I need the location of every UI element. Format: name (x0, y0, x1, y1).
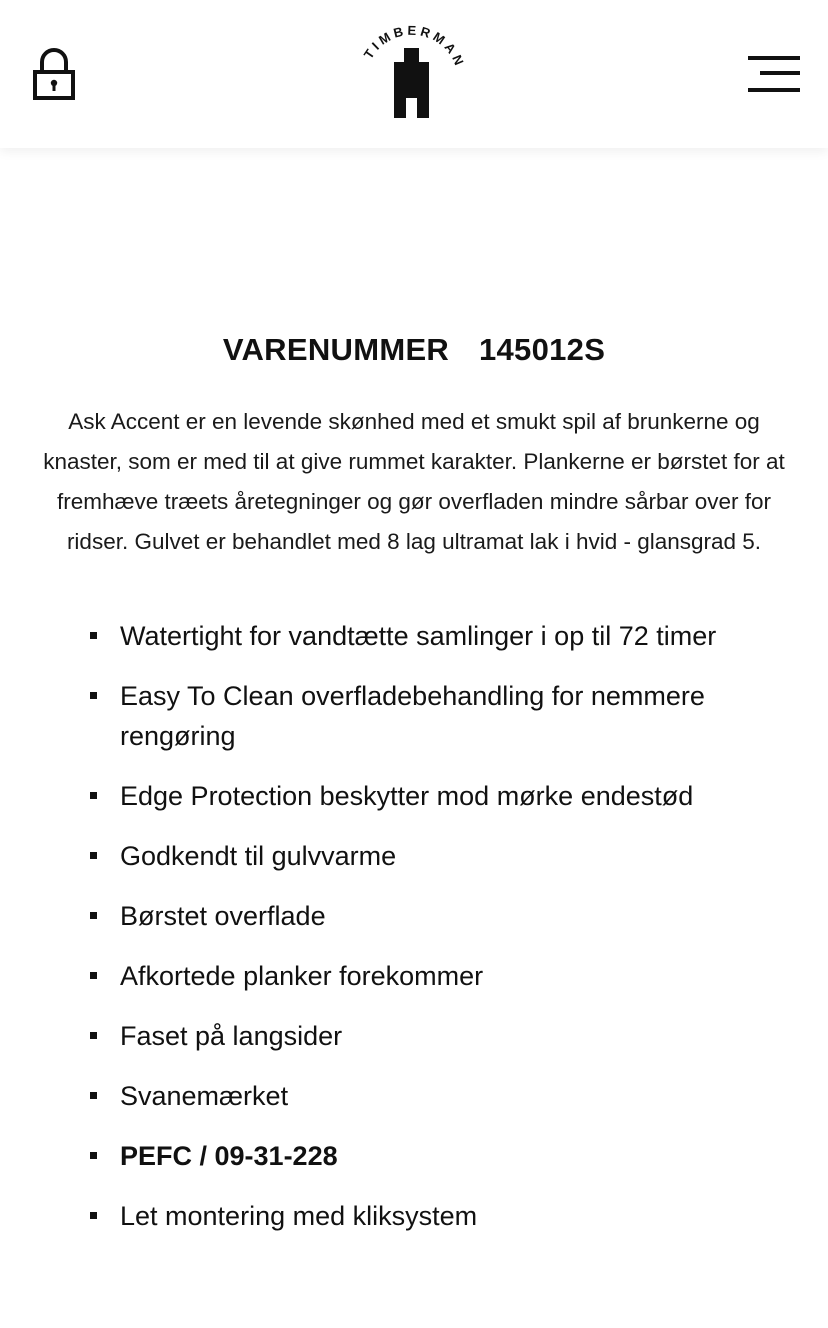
feature-item (90, 1136, 790, 1176)
bullet-icon (90, 1152, 97, 1159)
feature-text: Afkortede planker forekommer (120, 961, 484, 991)
lock-button[interactable] (30, 46, 78, 102)
lock-icon (30, 46, 78, 102)
feature-text: Faset på langsider (120, 1021, 343, 1051)
feature-text: Let montering med kliksystem (120, 1201, 478, 1231)
bullet-icon (90, 972, 97, 979)
timberman-logo-mark (357, 18, 467, 122)
feature-text: Watertight for vandtætte samlinger i op til 72 timer (120, 621, 717, 651)
feature-text: Børstet overflade (120, 901, 326, 931)
bullet-icon (90, 912, 97, 919)
bullet-icon (90, 1032, 97, 1039)
feature-text: Svanemærket (120, 1081, 289, 1111)
feature-list (90, 616, 790, 1256)
feature-item (90, 1076, 790, 1116)
bullet-icon (90, 632, 97, 639)
feature-item (90, 616, 790, 656)
feature-item (90, 1016, 790, 1056)
menu-button[interactable] (746, 54, 800, 94)
site-header (0, 0, 828, 148)
product-description: Ask Accent er en levende skønhed med et smukt spil af brunkerne og knaster, som er med til at give rummet karakter. Plankerne er børstet for at fremhæve træets åretegninger og gør overfladen mindre sårbar over for ridser. Gulvet er behandlet med 8 lag ultramat lak i hvid - glansgrad 5. (43, 409, 785, 554)
feature-text: Edge Protection beskytter mod mørke endestød (120, 781, 694, 811)
hamburger-menu-icon (746, 54, 800, 94)
bullet-icon (90, 692, 97, 699)
timberman-logo[interactable] (357, 18, 467, 122)
bullet-icon (90, 1212, 97, 1219)
feature-text: Easy To Clean overfladebehandling for nemmere rengøring (120, 681, 705, 751)
feature-item (90, 676, 790, 756)
bullet-icon (90, 852, 97, 859)
bullet-icon (90, 1092, 97, 1099)
feature-item (90, 836, 790, 876)
feature-item (90, 956, 790, 996)
feature-text: Godkendt til gulvvarme (120, 841, 397, 871)
feature-item (90, 776, 790, 816)
feature-text: PEFC / 09-31-228 (120, 1141, 338, 1171)
feature-item (90, 896, 790, 936)
bullet-icon (90, 792, 97, 799)
logo-text: TIMBERMAN (360, 22, 467, 71)
product-number-title: VARENUMMER 145012S (222, 332, 606, 367)
feature-item (90, 1196, 790, 1236)
